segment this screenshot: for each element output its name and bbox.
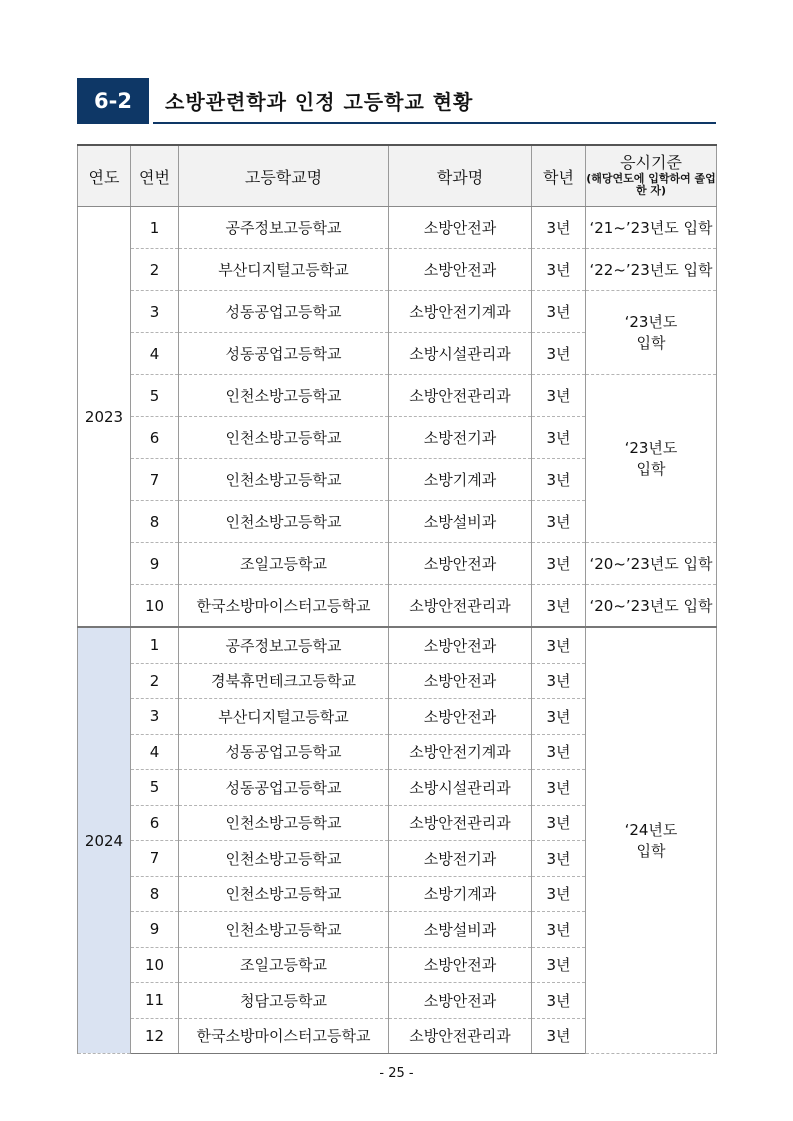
row-school: 조일고등학교 — [179, 543, 389, 585]
row-school: 인천소방고등학교 — [179, 912, 389, 948]
row-condition-merged — [586, 291, 717, 375]
row-no: 8 — [131, 876, 179, 912]
row-no: 8 — [131, 501, 179, 543]
row-grade: 3년 — [532, 947, 586, 983]
row-no: 10 — [131, 585, 179, 628]
row-no: 7 — [131, 459, 179, 501]
row-condition: ‘22~’23년도 입학 — [586, 249, 717, 291]
row-grade: 3년 — [532, 627, 586, 663]
row-school: 인천소방고등학교 — [179, 417, 389, 459]
condition-text: ‘23년도 입학 — [624, 439, 678, 478]
row-school: 인천소방고등학교 — [179, 501, 389, 543]
row-dept: 소방안전기계과 — [389, 734, 532, 770]
page-number: - 25 - — [379, 1066, 414, 1081]
row-grade: 3년 — [532, 699, 586, 735]
row-grade: 3년 — [532, 585, 586, 628]
row-school: 한국소방마이스터고등학교 — [179, 1018, 389, 1054]
row-dept: 소방안전관리과 — [389, 585, 532, 628]
row-dept: 소방안전기계과 — [389, 291, 532, 333]
row-no: 5 — [131, 375, 179, 417]
row-dept: 소방안전과 — [389, 627, 532, 663]
row-condition: ‘20~’23년도 입학 — [586, 585, 717, 628]
row-school: 인천소방고등학교 — [179, 876, 389, 912]
row-dept: 소방설비과 — [389, 912, 532, 948]
table-row — [78, 627, 717, 663]
row-no: 3 — [131, 699, 179, 735]
row-grade: 3년 — [532, 207, 586, 249]
row-no: 12 — [131, 1018, 179, 1054]
row-grade: 3년 — [532, 912, 586, 948]
row-school: 조일고등학교 — [179, 947, 389, 983]
row-no: 6 — [131, 805, 179, 841]
row-grade: 3년 — [532, 291, 586, 333]
row-condition: ‘21~’23년도 입학 — [586, 207, 717, 249]
header-grade: 학년 — [532, 145, 586, 207]
row-dept: 소방안전관리과 — [389, 1018, 532, 1054]
row-grade: 3년 — [532, 770, 586, 806]
row-condition-merged — [586, 627, 717, 1054]
row-school: 인천소방고등학교 — [179, 805, 389, 841]
heading-underline — [153, 122, 716, 124]
row-grade: 3년 — [532, 543, 586, 585]
row-dept: 소방안전과 — [389, 947, 532, 983]
row-dept: 소방전기과 — [389, 417, 532, 459]
header-year: 연도 — [78, 145, 131, 207]
row-dept: 소방설비과 — [389, 501, 532, 543]
table-header-row — [78, 145, 717, 207]
year-cell-2024: 2024 — [78, 627, 131, 1054]
row-no: 11 — [131, 983, 179, 1019]
header-standard-label: 응시기준 — [620, 153, 682, 173]
table-row — [78, 207, 717, 249]
row-school: 공주정보고등학교 — [179, 627, 389, 663]
row-grade: 3년 — [532, 459, 586, 501]
row-grade: 3년 — [532, 805, 586, 841]
row-dept: 소방안전과 — [389, 699, 532, 735]
row-dept: 소방안전과 — [389, 663, 532, 699]
row-grade: 3년 — [532, 333, 586, 375]
row-grade: 3년 — [532, 1018, 586, 1054]
row-school: 성동공업고등학교 — [179, 770, 389, 806]
row-school: 성동공업고등학교 — [179, 291, 389, 333]
row-dept: 소방안전관리과 — [389, 375, 532, 417]
header-standard-note: (해당연도에 입학하여 졸업한 자) — [586, 171, 716, 198]
row-no: 4 — [131, 333, 179, 375]
row-no: 5 — [131, 770, 179, 806]
row-grade: 3년 — [532, 734, 586, 770]
row-no: 1 — [131, 627, 179, 663]
row-dept: 소방시설관리과 — [389, 770, 532, 806]
table-row — [78, 375, 717, 417]
row-dept: 소방안전과 — [389, 543, 532, 585]
header-dept: 학과명 — [389, 145, 532, 207]
school-table — [77, 144, 717, 1054]
row-no: 6 — [131, 417, 179, 459]
section-number: 6-2 — [77, 78, 149, 124]
row-school: 인천소방고등학교 — [179, 841, 389, 877]
row-no: 9 — [131, 543, 179, 585]
row-condition: ‘20~’23년도 입학 — [586, 543, 717, 585]
row-no: 1 — [131, 207, 179, 249]
row-grade: 3년 — [532, 983, 586, 1019]
row-dept: 소방기계과 — [389, 459, 532, 501]
row-no: 3 — [131, 291, 179, 333]
row-no: 2 — [131, 663, 179, 699]
row-school: 부산디지털고등학교 — [179, 249, 389, 291]
row-dept: 소방안전과 — [389, 983, 532, 1019]
row-school: 경북휴먼테크고등학교 — [179, 663, 389, 699]
table-row — [78, 585, 717, 628]
section-heading — [77, 78, 716, 124]
row-no: 10 — [131, 947, 179, 983]
year-cell-2023: 2023 — [78, 207, 131, 628]
row-dept: 소방안전관리과 — [389, 805, 532, 841]
section-title: 소방관련학과 인정 고등학교 현황 — [165, 90, 474, 114]
row-dept: 소방기계과 — [389, 876, 532, 912]
row-no: 7 — [131, 841, 179, 877]
row-condition-merged — [586, 375, 717, 543]
row-no: 9 — [131, 912, 179, 948]
row-grade: 3년 — [532, 249, 586, 291]
row-no: 2 — [131, 249, 179, 291]
row-grade: 3년 — [532, 663, 586, 699]
row-dept: 소방안전과 — [389, 249, 532, 291]
row-grade: 3년 — [532, 841, 586, 877]
row-grade: 3년 — [532, 375, 586, 417]
condition-text: ‘23년도 입학 — [624, 313, 678, 352]
row-dept: 소방전기과 — [389, 841, 532, 877]
row-school: 공주정보고등학교 — [179, 207, 389, 249]
header-school: 고등학교명 — [179, 145, 389, 207]
row-dept: 소방시설관리과 — [389, 333, 532, 375]
header-standard — [586, 145, 717, 207]
table-row — [78, 249, 717, 291]
row-school: 청담고등학교 — [179, 983, 389, 1019]
row-school: 성동공업고등학교 — [179, 333, 389, 375]
row-school: 인천소방고등학교 — [179, 459, 389, 501]
header-no: 연번 — [131, 145, 179, 207]
row-dept: 소방안전과 — [389, 207, 532, 249]
row-school: 부산디지털고등학교 — [179, 699, 389, 735]
row-school: 성동공업고등학교 — [179, 734, 389, 770]
row-school: 인천소방고등학교 — [179, 375, 389, 417]
row-no: 4 — [131, 734, 179, 770]
table-row — [78, 291, 717, 333]
row-grade: 3년 — [532, 501, 586, 543]
row-grade: 3년 — [532, 876, 586, 912]
row-school: 한국소방마이스터고등학교 — [179, 585, 389, 628]
table-row — [78, 543, 717, 585]
row-grade: 3년 — [532, 417, 586, 459]
condition-text: ‘24년도 입학 — [624, 821, 678, 860]
